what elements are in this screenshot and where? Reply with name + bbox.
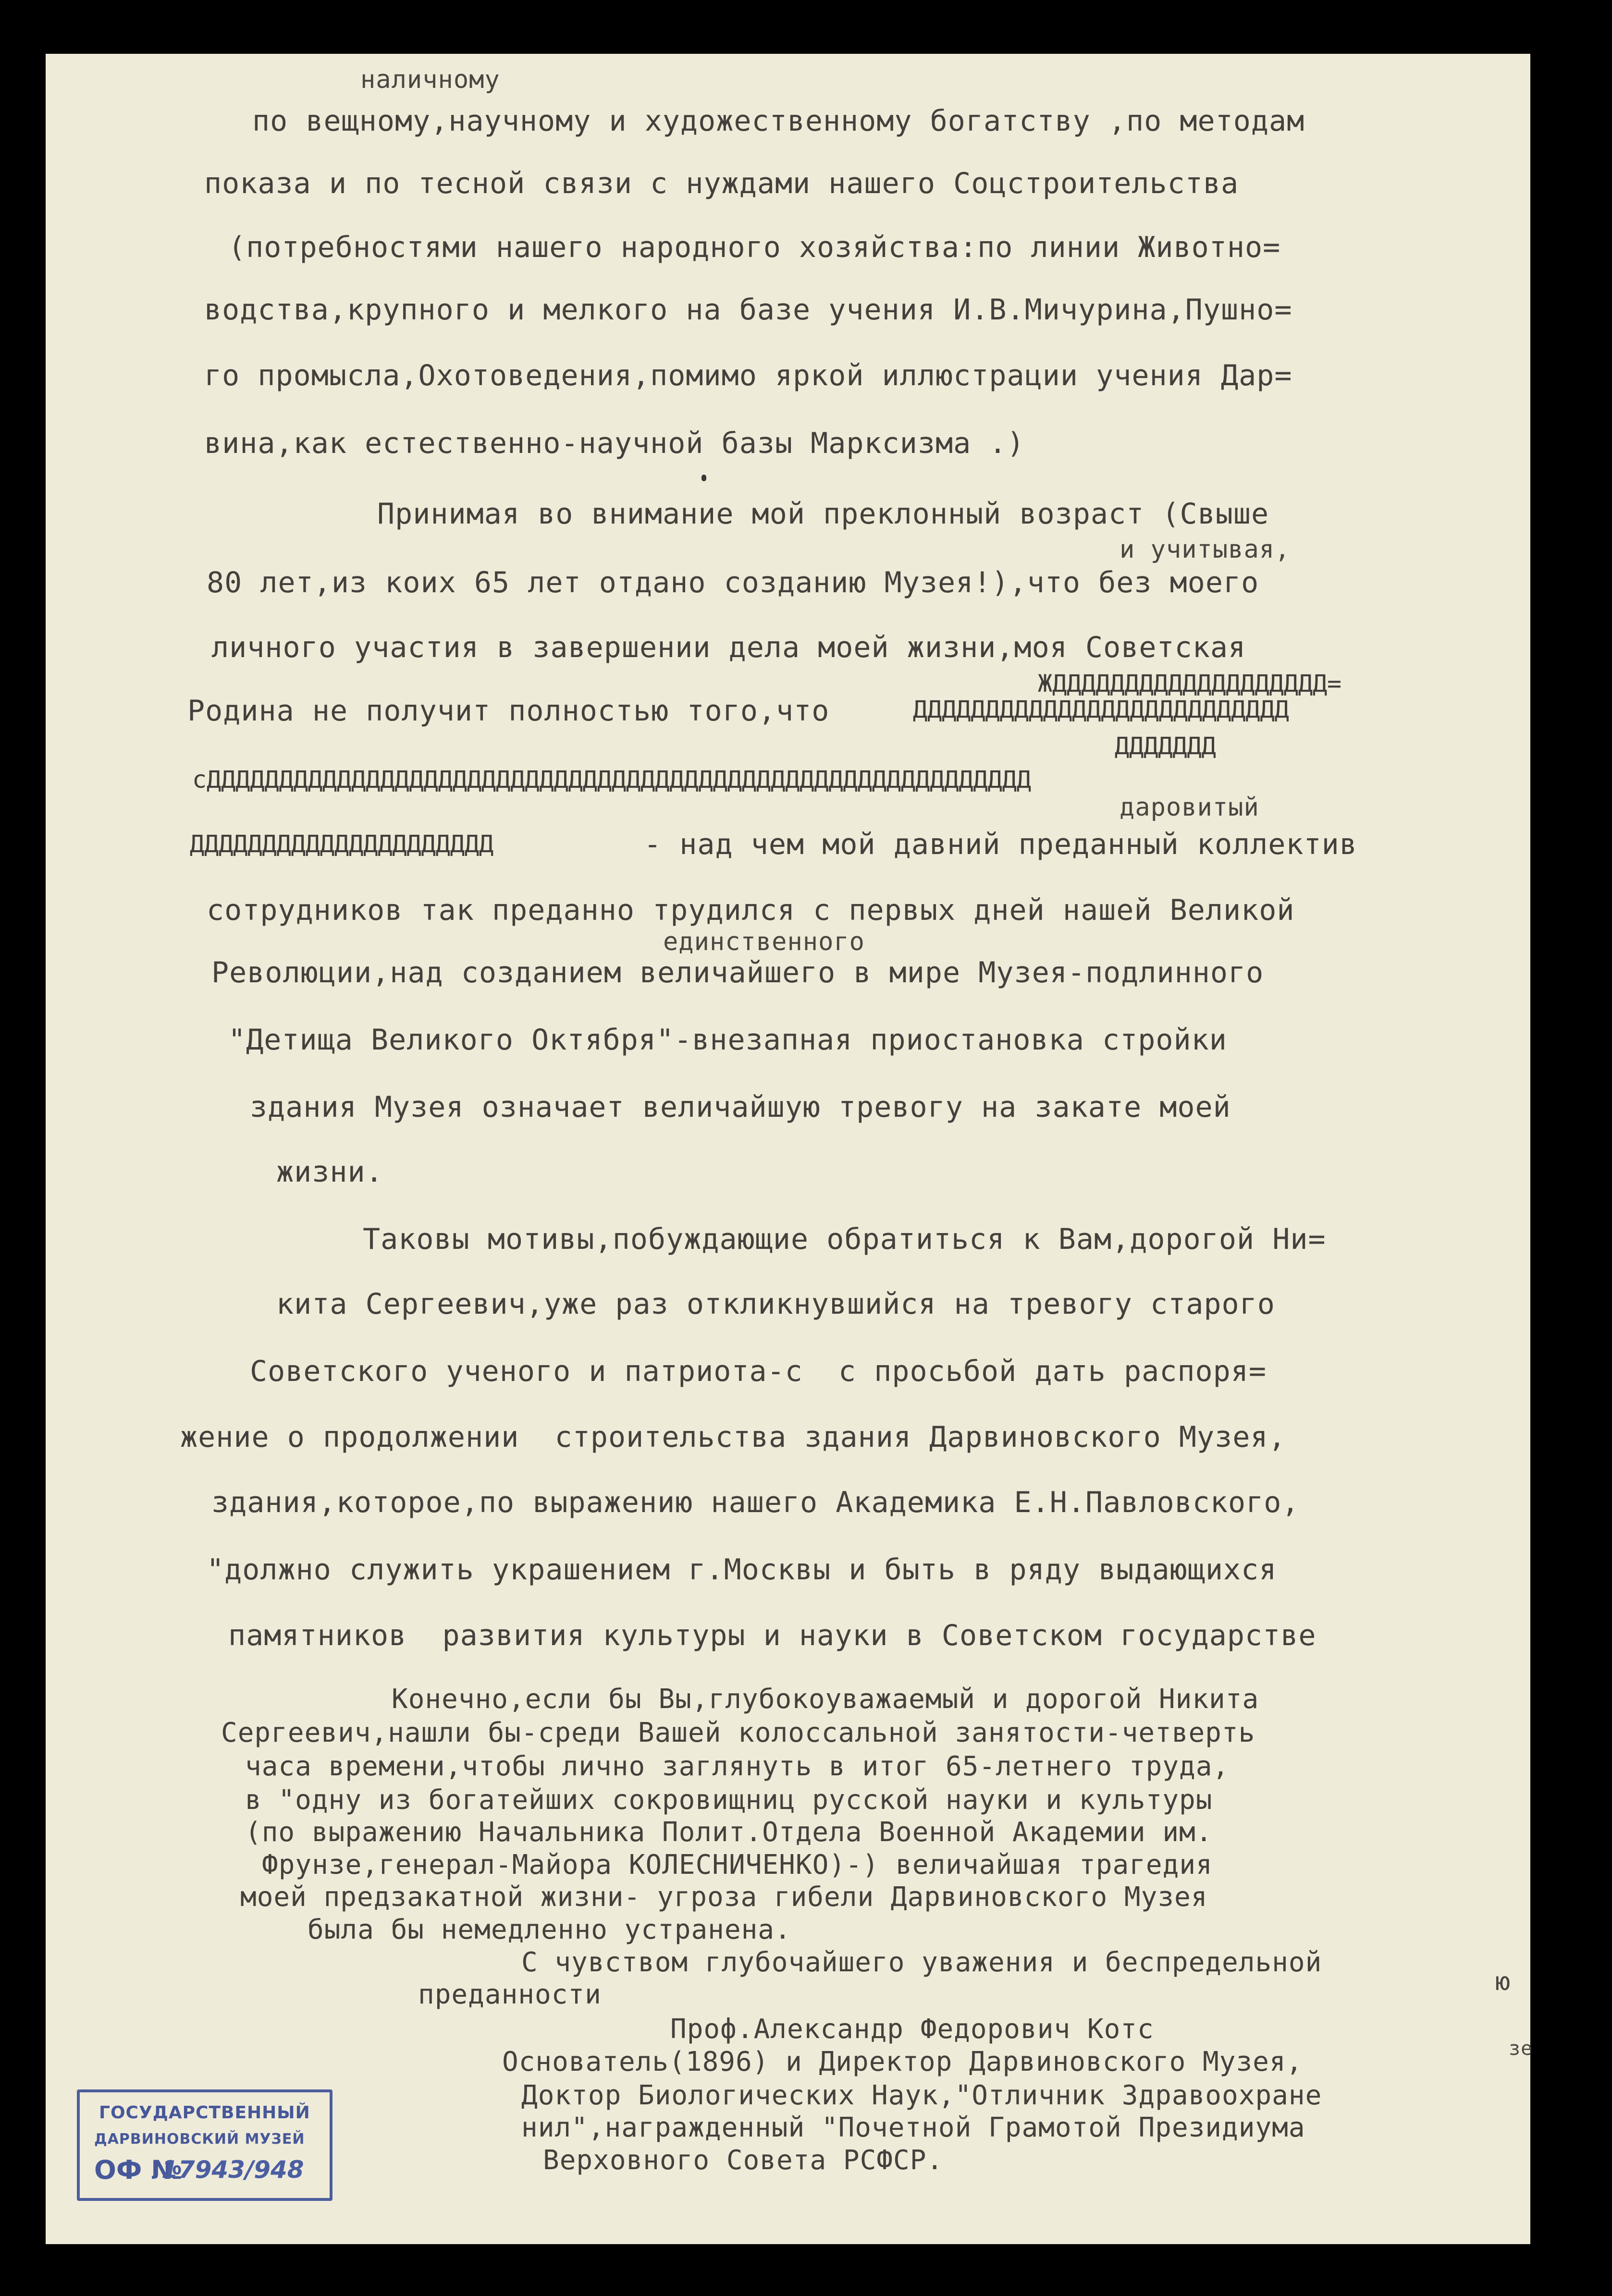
inserted-word: единственного [663,928,865,956]
text-line: показа и по тесной связи с нуждами нашего Соцстроительства [204,167,1239,200]
text-line: Сергеевич,нашли бы-среди Вашей колоссальной занятости-четверть [221,1717,1255,1748]
text-line: Советского ученого и патриота-с с просьбой дать распоря= [250,1355,1267,1388]
text-line: - над чем мой давний преданный коллектив [644,828,1357,861]
signature-line: нил",награжденный "Почетной Грамотой Президиума [521,2112,1305,2143]
overtyped-text: ДДДДДДДДДДДДДДДДДДДДД [190,830,494,858]
text-line: моей предзакатной жизни- угроза гибели Дарвиновского Музея [240,1881,1208,1913]
overtyped-text: ЖДДДДДДДДДДДДДДДДДДД= [1038,670,1342,697]
inserted-phrase: и учитывая, [1120,535,1291,564]
text-line: Родина не получит полностью того,что [187,694,830,728]
ink-mark [701,475,706,481]
stamp-line: ОФ № [94,2155,183,2185]
text-line: здания Музея означает величайшую тревогу на закате моей [250,1090,1231,1124]
text-line: жизни. [276,1155,383,1189]
stamp-line: ГОСУДАРСТВЕННЫЙ [99,2103,310,2123]
text-line: (по выражению Начальника Полит.Отдела Военной Академии им. [245,1817,1213,1848]
text-line: сотрудников так преданно трудился с первых дней нашей Великой [207,893,1295,927]
text-line: памятников развития культуры и науки в Советском государстве [228,1619,1317,1652]
signature-line: Верховного Совета РСФСР. [543,2145,944,2176]
text-line: по вещному,научному и художественному богатству ,по методам [252,104,1305,138]
text-line: "Детища Великого Октября"-внезапная приостановка стройки [228,1023,1227,1057]
text-line: Конечно,если бы Вы,глубокоуважаемый и дорогой Никита [392,1684,1259,1715]
text-line: жение о продолжении строительства здания Дарвиновского Музея, [180,1420,1286,1454]
text-line: часа времени,чтобы лично заглянуть в итог 65-летнего труда, [245,1751,1230,1782]
text-line: была бы немедленно устранена. [308,1914,791,1945]
text-line: вина,как естественно-научной базы Марксизма .) [204,427,1025,460]
text-line: 80 лет,из коих 65 лет отдано созданию Музея!),что без моего [207,566,1259,599]
signature-line: Доктор Биологических Наук,"Отличник Здравоохране [521,2080,1322,2111]
text-line: Таковы мотивы,побуждающие обратиться к Вам,дорогой Ни= [363,1222,1326,1256]
signature-line: Проф.Александр Федорович Котс [670,2014,1154,2045]
overtyped-text: ДДДДДДДДДДДДДДДДДДДДДДДДДД [913,696,1289,723]
signature-line: Основатель(1896) и Директор Дарвиновского Музея, [502,2046,1303,2077]
text-line: (потребностями нашего народного хозяйства:по линии Животно= [228,231,1281,264]
text-line: го промысла,Охотоведения,помимо яркой иллюстрации учения Дар= [204,359,1292,392]
text-line: Революции,над созданием величайшего в мире Музея-подлинного [211,956,1264,989]
text-line: кита Сергеевич,уже раз откликнувшийся на тревогу старого [276,1287,1275,1321]
margin-mark: зе [1509,2038,1533,2060]
text-line: личного участия в завершении дела моей жизни,моя Советская [211,631,1246,664]
text-line: здания,которое,по выражению нашего Академика Е.Н.Павловского, [211,1486,1300,1519]
text-line: водства,крупного и мелкого на базе учения И.В.Мичурина,Пушно= [204,293,1292,327]
inserted-word: даровитый [1120,793,1259,822]
overtyped-text: сДДДДДДДДДДДДДДДДДДДДДДДДДДДДДДДДДДДДДДДДДДДДДДДДДДДДДДДДД [192,766,1031,794]
stamp-number: 17943/948 [161,2156,304,2184]
overtyped-text: ДДДДДДД [1115,732,1216,760]
text-line: "должно служить украшением г.Москвы и быть в ряду выдающихся [207,1553,1277,1587]
text-line: Фрунзе,генерал-Майора КОЛЕСНИЧЕНКО)-) величайшая трагедия [262,1849,1213,1881]
text-line: в "одну из богатейших сокровищниц русской науки и культуры [245,1784,1213,1816]
museum-stamp [77,2089,332,2201]
text-line: С чувством глубочайшего уважения и беспредельной [521,1947,1322,1978]
text-line: преданности [418,1979,602,2010]
margin-mark: ю [1495,1967,1511,1996]
stamp-line: ДАРВИНОВСКИЙ МУЗЕЙ [94,2131,305,2148]
inserted-word: наличному [360,65,500,94]
text-line: Принимая во внимание мой преклонный возраст (Свыше [377,497,1269,531]
